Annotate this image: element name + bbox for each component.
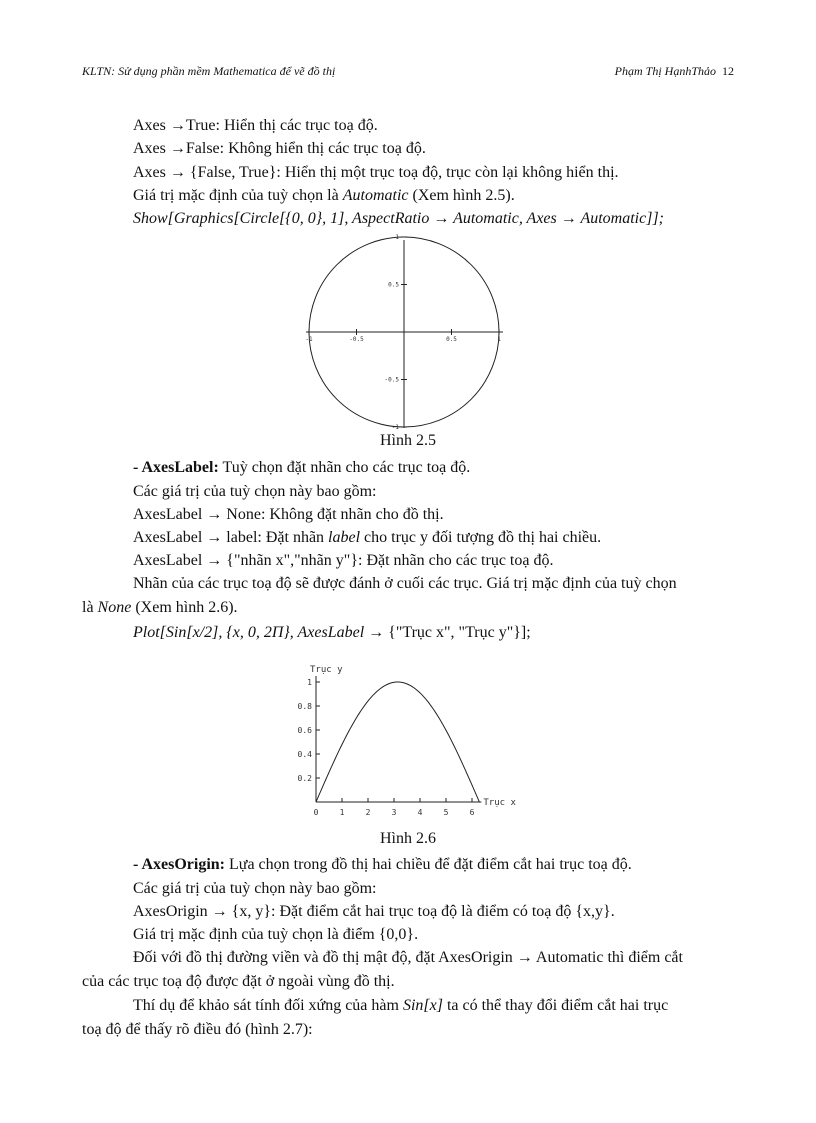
text-span: Lựa chọn trong đồ thị hai chiều để đặt điểm cắt hai trục toạ độ. (225, 856, 632, 873)
text-span: Giá trị mặc định của tuỳ chọn là (133, 187, 343, 204)
y-tick-label: 1 (395, 234, 399, 241)
y-tick-label: 0.8 (297, 702, 312, 711)
code-line: Show[Graphics[Circle[{0, 0}, 1], AspectRatio → Automatic, Axes → Automatic]]; (133, 210, 664, 227)
x-tick-label: 0 (313, 808, 319, 817)
figure-caption: Hình 2.5 (380, 432, 436, 449)
y-tick-label: -0.5 (384, 376, 399, 384)
text-line (133, 996, 668, 1016)
x-tick-label: -0.5 (349, 336, 364, 343)
header-title: KLTN: Sử dụng phần mềm Mathematica để vẽ đồ thị (82, 64, 336, 78)
x-tick-label: 0.5 (446, 336, 457, 343)
text-line (133, 186, 515, 206)
text-span: (Xem hình 2.6). (131, 599, 238, 616)
y-tick-label: 0.2 (297, 774, 312, 783)
code-line (133, 623, 531, 643)
text-span: Tuỳ chọn đặt nhãn cho các trục toạ độ. (218, 459, 471, 476)
text-line (133, 855, 632, 875)
x-tick-label: 1 (339, 808, 345, 817)
figure-caption: Hình 2.6 (380, 830, 436, 847)
x-tick-label: 3 (391, 808, 397, 817)
page-number: 12 (722, 64, 734, 78)
header-author (615, 64, 734, 79)
x-tick-label: 5 (443, 808, 449, 817)
text-line: Axes →False: Không hiển thị các trục toạ độ. (133, 140, 426, 157)
text-line: của các trục toạ độ được đặt ở ngoài vùng đồ thị. (82, 973, 395, 990)
text-line: Axes →True: Hiển thị các trục toạ độ. (133, 117, 378, 134)
x-tick-label: 1 (497, 336, 501, 343)
text-line: Nhãn của các trục toạ độ sẽ được đánh ở cuối các trục. Giá trị mặc định của tuỳ chọn (133, 575, 677, 592)
text-line (133, 528, 601, 548)
text-span: AxesLabel → label: Đặt nhãn (133, 529, 329, 546)
sine-curve (316, 682, 479, 802)
y-tick-label: -1 (391, 424, 399, 431)
x-tick-label: 2 (365, 808, 371, 817)
text-line: AxesLabel → {"nhãn x","nhãn y"}: Đặt nhãn cho các trục toạ độ. (133, 552, 554, 569)
x-tick-label: -1 (305, 336, 313, 343)
x-tick-label: 4 (417, 808, 423, 817)
text-line: Các giá trị của tuỳ chọn này bao gồm: (133, 483, 377, 500)
text-line (133, 458, 470, 478)
text-line: Giá trị mặc định của tuỳ chọn là điểm {0,0}. (133, 926, 419, 943)
y-tick-label: 0.6 (297, 726, 312, 735)
text-span: ta có thể thay đổi điểm cắt hai trục (442, 997, 669, 1014)
text-span: - AxesOrigin: (133, 856, 225, 873)
text-line: Đối với đồ thị đường viền và đồ thị mật độ, đặt AxesOrigin → Automatic thì điểm cắt (133, 949, 683, 966)
text-span: {"Trục x", "Trục y"}]; (388, 624, 531, 641)
x-tick-label: 6 (469, 808, 475, 817)
text-span: Automatic (342, 187, 409, 204)
text-line: Axes → {False, True}: Hiển thị một trục toạ độ, trục còn lại không hiển thị. (133, 164, 619, 181)
figure-sine-plot (284, 660, 514, 825)
text-span: cho trục y đối tượng đồ thị hai chiều. (360, 529, 602, 546)
text-line: AxesLabel → None: Không đặt nhãn cho đồ thị. (133, 506, 444, 523)
text-line: AxesOrigin → {x, y}: Đặt điểm cắt hai trục toạ độ là điểm có toạ độ {x,y}. (133, 903, 615, 920)
text-span: - AxesLabel: (133, 459, 219, 476)
figure-circle (303, 234, 513, 438)
y-tick-label: 0.4 (297, 750, 312, 759)
text-span: Sin[x] (402, 997, 443, 1014)
text-line (82, 598, 238, 618)
x-axis-label: Trục x (483, 798, 516, 808)
y-axis-label: Trục y (310, 665, 343, 675)
y-tick-label: 0.5 (388, 281, 399, 289)
text-line: toạ độ để thấy rõ điều đó (hình 2.7): (82, 1021, 313, 1038)
text-span: None (97, 599, 132, 616)
text-span: Thí dụ để khảo sát tính đối xứng của hàm (133, 997, 403, 1014)
header-author-name: Phạm Thị HạnhThảo (614, 64, 716, 78)
text-span: label (328, 529, 361, 546)
text-span: (Xem hình 2.5). (408, 187, 515, 204)
text-line: Các giá trị của tuỳ chọn này bao gồm: (133, 880, 377, 897)
text-span: là (82, 599, 98, 616)
y-tick-label: 1 (307, 678, 312, 687)
page-header (82, 64, 734, 84)
text-span: Plot[Sin[x/2], {x, 0, 2Π}, AxesLabel → (133, 624, 389, 641)
